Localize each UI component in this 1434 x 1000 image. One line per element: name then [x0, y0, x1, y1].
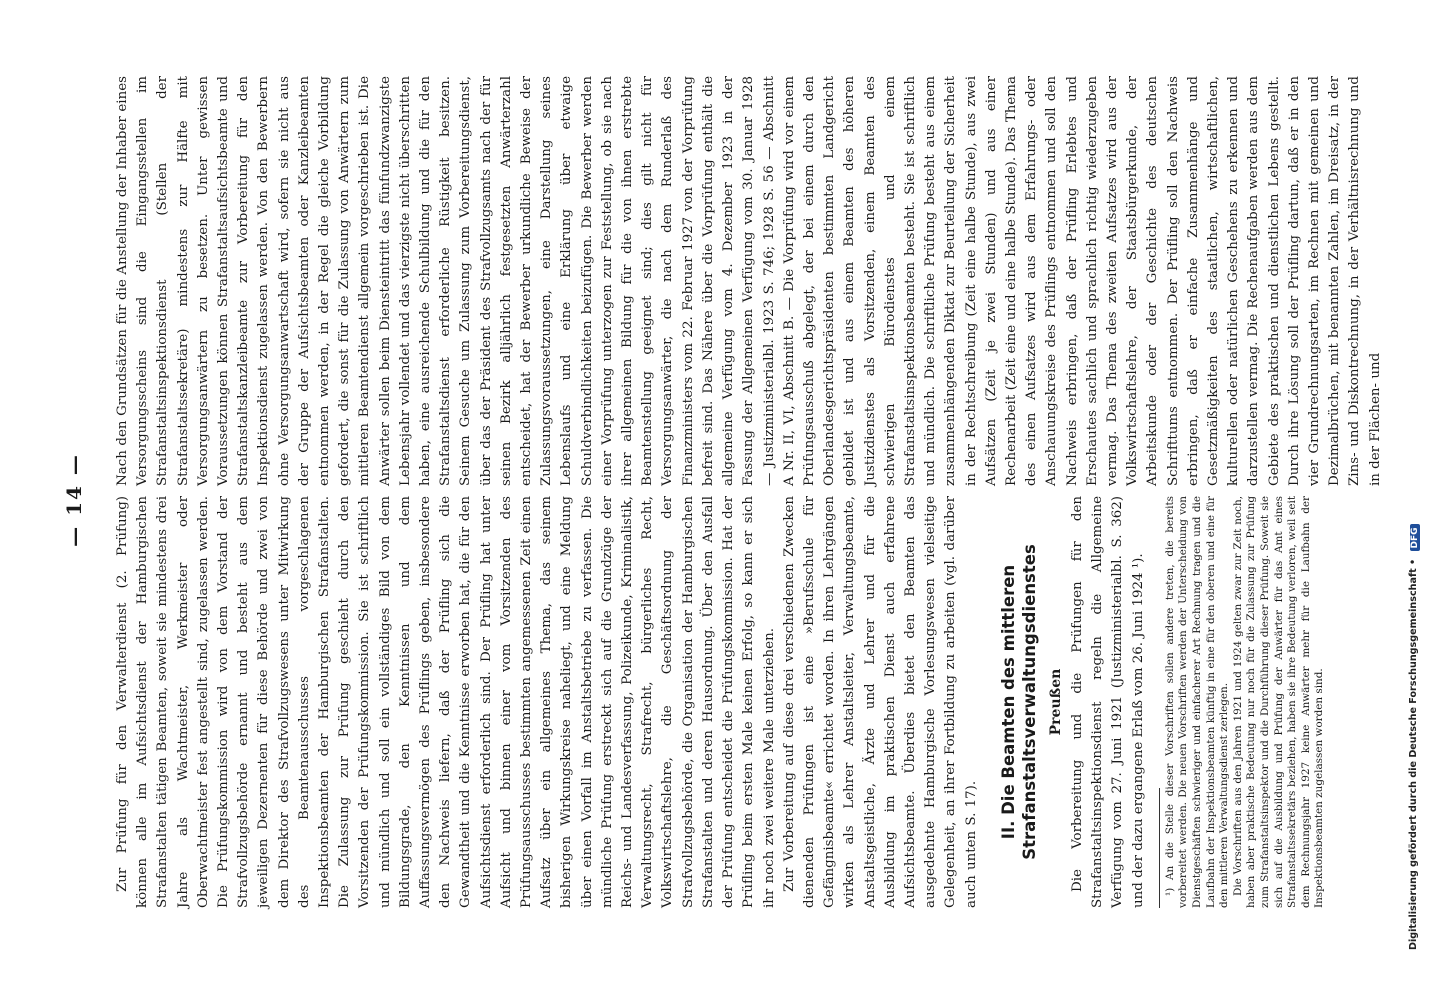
left-column [113, 496, 1327, 908]
paragraph: Die Vorbereitung und die Prüfungen für den Strafanstaltsinspektionsdienst regeln die Allgemeine Verfügung vom 27. Juni 1921 (Justizministerialbl. S. 362) und der dazu ergangene Erlaß vom 26. Juni 1924 ¹). [1069, 496, 1146, 908]
digitization-text: Digitalisierung gefördert durch die Deutsche Forschungsgemeinschaft • [1408, 558, 1419, 950]
paragraph: Zur Vorbereitung auf diese drei verschiedenen Zwecken dienenden Prüfungen ist eine »Berufsschule für Gefängnisbeamte« errichtet worden. In ihren Lehrgängen wirken als Lehrer Anstaltsleiter, Verwaltungsbeamte, Anstaltsgeistliche, Ärzte und Lehrer und für die Ausbildung im praktischen Dienst auch erfahrene Aufsichtsbeamte. Überdies bietet den Beamten das ausgedehnte Hamburgische Vorlesungswesen vielseitige Gelegenheit, an ihrer Fortbildung zu arbeiten (vgl. darüber auch unten S. 17). [781, 496, 979, 908]
paragraph: Zur Prüfung für den Verwalterdienst (2. Prüfung) können alle im Aufsichtsdienst der Hamburgischen Strafanstalten tätigen Beamten, soweit sie mindestens drei Jahre als Wachtmeister, Werkmeister oder Oberwachtmeister fest angestellt sind, zugelassen werden. Die Prüfungskommission wird von dem Vorstand der Strafvollzugsbehörde ernannt und besteht aus dem jeweiligen Dezernenten für diese Behörde und zwei von dem Direktor des Strafvollzugswesens unter Mitwirkung des Beamtenausschusses vorgeschlagenen Inspektionsbeamten der Hamburgischen Strafanstalten. Die Zulassung zur Prüfung geschieht durch den Vorsitzenden der Prüfungskommission. Sie ist schriftlich und mündlich und soll ein vollständiges Bild von dem Bildungsgrade, den Kenntnissen und dem Auffassungsvermögen des Prüflings geben, insbesondere den Nachweis liefern, daß der Prüfling sich die Gewandtheit und die Kenntnisse erworben hat, die für den Aufsichtsdienst erforderlich sind. Der Prüfling hat unter Aufsicht und binnen einer vom Vorsitzenden des Prüfungsausschusses bestimmten angemessenen Zeit einen Aufsatz über ein allgemeines Thema, das seinem bisherigen Wirkungskreise naheliegt, und eine Meldung über einen Vorfall im Anstaltsbetriebe zu verfassen. Die mündliche Prüfung erstreckt sich auf die Grundzüge der Reichs- und Landesverfassung, Polizeikunde, Kriminalistik, Verwaltungsrecht, Strafrecht, bürgerliches Recht, Volkswirtschaftslehre, die Geschäftsordnung der Strafvollzugsbehörde, die Organisation der Hamburgischen Strafanstalten und deren Hausordnung. Über den Ausfall der Prüfung entscheidet die Prüfungskommission. Hat der Prüfling beim ersten Male keinen Erfolg, so kann er sich ihr noch zwei weitere Male unterziehen. [115, 496, 777, 908]
dfg-logo: DFG [1410, 524, 1420, 551]
footnote: Die Vorschriften aus den Jahren 1921 und 1924 gelten zwar zur Zeit noch, haben aber praktische Bedeutung nur noch für die Zulassung zur Prüfung zum Strafanstaltsinspektor und die Durchführung dieser Prüfung. Soweit sie sich auf die Ausbildung und Prüfung der Anwärter für das Amt eines Strafanstaltssekretärs beziehen, haben sie ihre Bedeutung verloren, weil seit dem Rechnungsjahr 1927 keine Anwärter mehr für die Laufbahn der Inspektionsbeamten zugelassen worden sind. [1231, 496, 1326, 908]
footnote-rule [1159, 788, 1160, 908]
section-heading: II. Die Beamten des mittleren Strafanstaltsverwaltungsdienstes [998, 544, 1039, 860]
footnotes [1164, 496, 1327, 908]
footnote: ¹) An die Stelle dieser Vorschriften sollen andere treten, die bereits vorbereitet werden. Die neuen Vorschriften werden der Unterscheidung von Dienstgeschäften schwieriger und einfacherer Art Rechnung tragen und die Laufbahn der Inspektionsbeamten künftig in eine für den oberen und eine für den mittleren Verwaltungsdienst zerlegen. [1163, 496, 1231, 908]
paragraph: Nach den Grundsätzen für die Anstellung der Inhaber eines Versorgungsscheins sind die Eingangsstellen im Strafanstaltsinspektionsdienst (Stellen der Strafanstaltssekretäre) mindestens zur Hälfte mit Versorgungsanwärtern zu besetzen. Unter gewissen Voraussetzungen können Strafanstaltsaufsichtsbeamte und Strafanstaltskanzleibeamte zur Vorbereitung für den Inspektionsdienst zugelassen werden. Von den Bewerbern ohne Versorgungsanwartschaft wird, sofern sie nicht aus der Gruppe der Aufsichtsbeamten oder Kanzleibeamten entnommen werden, in der Regel die gleiche Vorbildung gefordert, die sonst für die Zulassung von Anwärtern zum mittleren Beamtendienst allgemein vorgeschrieben ist. Die Anwärter sollen beim Diensteintritt das fünfundzwanzigste Lebensjahr vollendet und das vierzigste nicht überschritten haben, eine ausreichende Schulbildung und die für den Strafanstaltsdienst erforderliche Rüstigkeit besitzen. Seinem Gesuche um Zulassung zum Vorbereitungsdienst, über das der Präsident des Strafvollzugsamts nach der für seinen Bezirk alljährlich festgesetzten Anwärterzahl entscheidet, hat der Bewerber urkundliche Beweise der Zulassungsvoraussetzungen, eine Darstellung seines Lebenslaufs und eine Erklärung über etwaige Schuldverbindlichkeiten beizufügen. Die Bewerber werden einer Vorprüfung unterzogen zur Feststellung, ob sie nach ihrer allgemeinen Bildung für die von ihnen erstrebte Beamtenstellung geeignet sind; dies gilt nicht für Versorgungsanwärter, die nach dem Runderlaß des Finanzministers vom 22. Februar 1927 von der Vorprüfung befreit sind. Das Nähere über die Vorprüfung enthält die allgemeine Verfügung vom 4. Dezember 1923 in der Fassung der Allgemeinen Verfügung vom 30. Januar 1928 — Justizministerialbl. 1923 S. 746; 1928 S. 56 — Abschnitt A Nr. II, VI, Abschnitt B. — Die Vorprüfung wird vor einem Prüfungsausschuß abgelegt, der bei einem durch den Oberlandesgerichtspräsidenten bestimmten Landgericht gebildet ist und aus einem Beamten des höheren Justizdienstes als Vorsitzenden, einem Beamten des schwierigen Bürodienstes und einem Strafanstaltsinspektionsbeamten besteht. Sie ist schriftlich und mündlich. Die schriftliche Prüfung besteht aus einem zusammenhängenden Diktat zur Beurteilung der Sicherheit in der Rechtschreibung (Zeit eine halbe Stunde), aus zwei Aufsätzen (Zeit je zwei Stunden) und aus einer Rechenarbeit (Zeit eine und eine halbe Stunde). Das Thema des einen Aufsatzes wird aus dem Erfahrungs- oder Anschauungskreise des Prüflings entnommen und soll den Nachweis erbringen, daß der Prüfling Erlebtes und Erschautes sachlich und sprachlich richtig wiederzugeben vermag. Das Thema des zweiten Aufsatzes wird aus der Volkswirtschaftslehre, der Staatsbürgerkunde, der Arbeitskunde oder der Geschichte des deutschen Schrifttums entnommen. Der Prüfling soll den Nachweis erbringen, daß er einfache Zusammenhänge und Gesetzmäßigkeiten des staatlichen, wirtschaftlichen, kulturellen oder natürlichen Geschehens zu erkennen und darzustellen vermag. Die Rechenaufgaben werden aus dem Gebiete des praktischen und dienstlichen Lebens gestellt. Durch ihre Lösung soll der Prüfling dartun, daß er in den vier Grundrechnungsarten, im Rechnen mit gemeinen und Dezimalbrüchen, mit benannten Zahlen, im Dreisatz, in der Zins- und Diskontrechnung, in der Verhältnisrechnung und in der Flächen- und [115, 76, 1383, 486]
right-column [113, 76, 1386, 486]
digitization-note [1408, 50, 1420, 950]
subheading: Preußen [1047, 668, 1064, 736]
page-number: — 14 — [62, 453, 86, 547]
